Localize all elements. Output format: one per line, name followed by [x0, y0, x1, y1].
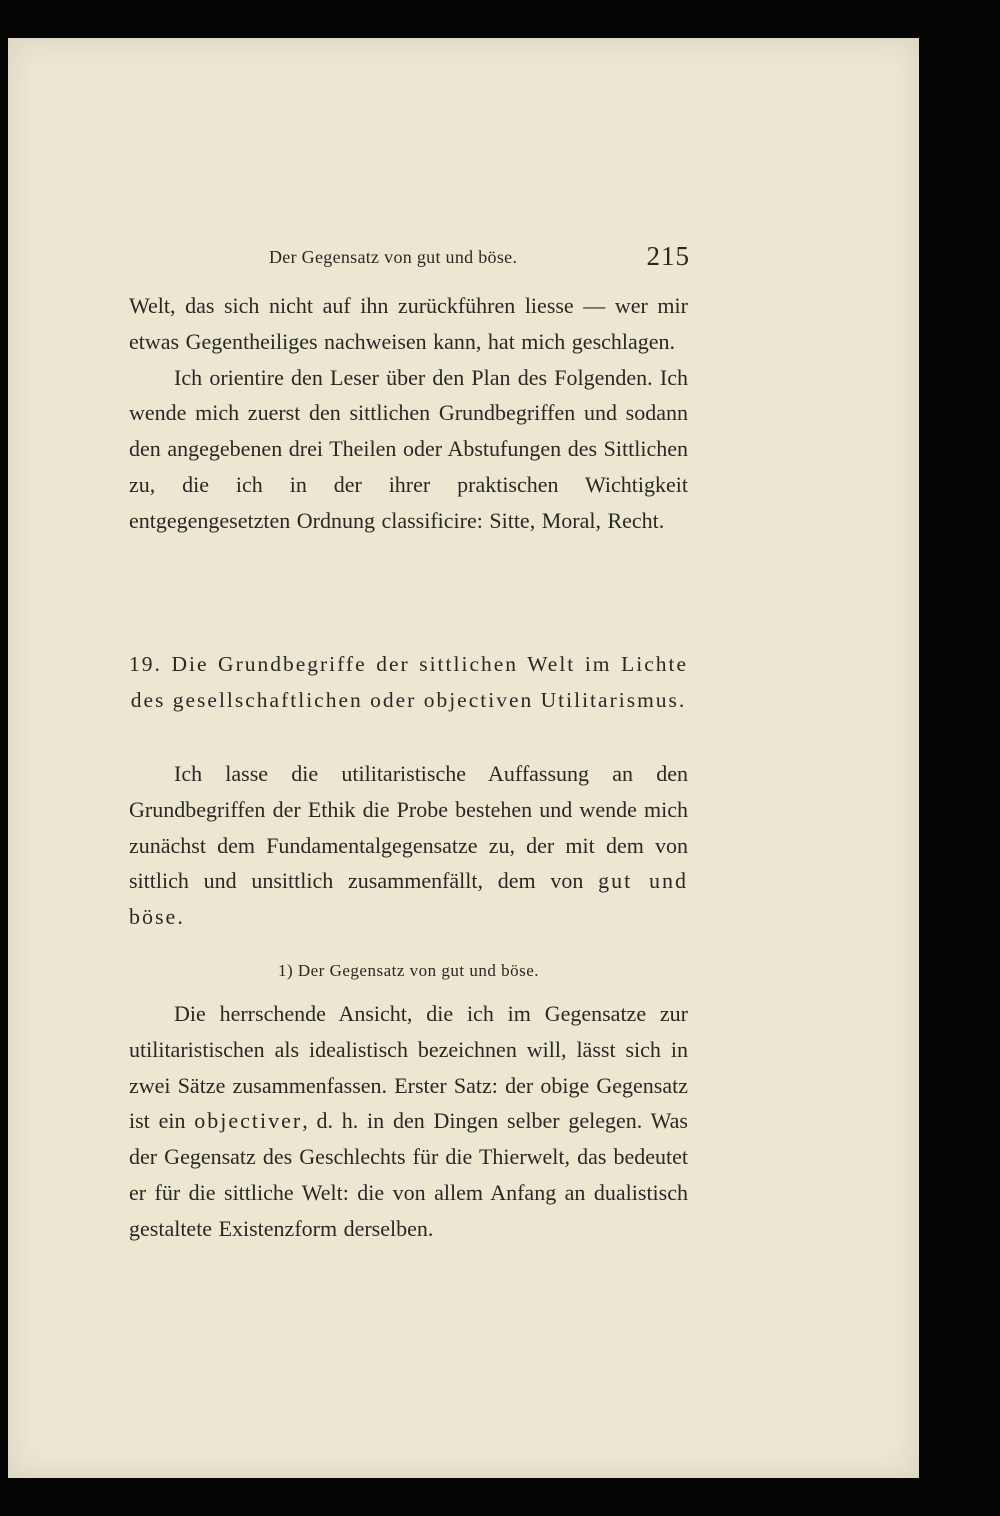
paragraph-prevailing-view-end: , d. h. in den Dingen selber gelegen. Was der Gegensatz des Geschlechts für die Thierwelt, das bedeutet er für die sittliche Welt: die von allem Anfang an dualistisch gestaltete Existenzform derselben.: [129, 1108, 688, 1241]
emphasis-gut-und-boese: gut und böse: [129, 868, 688, 930]
body-block-1: [129, 288, 688, 539]
paragraph-plan: Ich orientire den Leser über den Plan des Folgenden. Ich wende mich zuerst den sittlichen Grundbegriffen und sodann den angegebenen drei Theilen oder Abstufungen des Sittlichen zu, die ich in der ihrer praktischen Wichtigkeit entgegengesetzten Ordnung classificire: Sitte, Moral, Recht.: [129, 364, 688, 533]
running-title: Der Gegensatz von gut und böse.: [269, 247, 518, 267]
paragraph-intro-text: Ich lasse die utilitaristische Auffassung an den Grundbegriffen der Ethik die Probe bestehen und wende mich zunächst dem Fundamentalgegensatze zu, der mit dem von sittlich und unsittlich zusammenfällt, dem von: [129, 761, 688, 894]
paragraph-prevailing-view: [129, 996, 688, 1247]
subsection-heading: 1) Der Gegensatz von gut und böse.: [277, 961, 540, 980]
paragraph-prevailing-view-text: Die herrschende Ansicht, die ich im Gegensatze zur utilitaristischen als idealistisch bezeichnen will, lässt sich in zwei Sätze zusammenfassen. Erster Satz: der obige Gegensatz ist ein: [129, 1001, 688, 1134]
emphasis-objectiver: objectiver: [194, 1108, 303, 1134]
section-heading: 19. Die Grundbegriffe der sittlichen Welt im Lichte des gesellschaftlichen oder objectiven Utilitarismus.: [129, 652, 688, 712]
page-number: 215: [646, 241, 690, 271]
book-page: [8, 38, 919, 1478]
paragraph-continuation: Welt, das sich nicht auf ihn zurückführen liesse — wer mir etwas Gegentheiliges nachweisen kann, hat mich geschlagen.: [129, 293, 688, 354]
paragraph-intro: [129, 756, 688, 935]
paragraph-intro-end: .: [177, 904, 183, 930]
body-block-2: [129, 756, 688, 935]
page-header: [263, 243, 690, 277]
body-block-3: [129, 996, 688, 1247]
